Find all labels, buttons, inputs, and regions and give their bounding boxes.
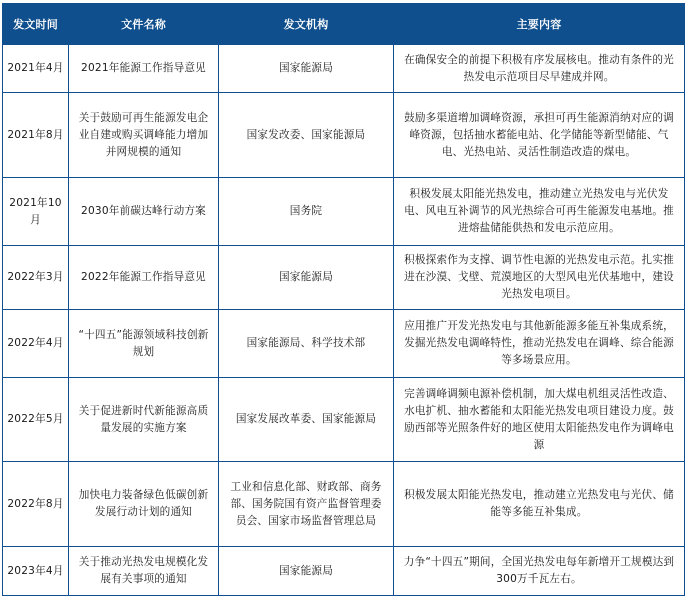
date-cell: 2022年5月 — [3, 378, 69, 462]
header-org: 发文机构 — [219, 4, 394, 45]
content-cell: 积极发展太阳能光热发电，推动建立光热发电与光伏发电、风电互补调节的风光热综合可再生能源发电基地。推进熔盐储能供热和发电示范应用。 — [394, 178, 685, 246]
org-cell: 国家发展改革委、国家能源局 — [219, 378, 394, 462]
header-content: 主要内容 — [394, 4, 685, 45]
table-row — [3, 93, 685, 178]
content-cell: 力争“十四五”期间，全国光热发电每年新增开工规模达到300万千瓦左右。 — [394, 547, 685, 596]
name-cell: 关于鼓励可再生能源发电企业自建或购买调峰能力增加并网规模的通知 — [69, 93, 219, 178]
header-name: 文件名称 — [69, 4, 219, 45]
org-cell: 国家能源局 — [219, 547, 394, 596]
date-cell: 2022年8月 — [3, 462, 69, 547]
name-cell: 关于推动光热发电规模化发展有关事项的通知 — [69, 547, 219, 596]
content-cell: 积极探索作为支撑、调节性电源的光热发电示范。扎实推进在沙漠、戈壁、荒漠地区的大型风电光伏基地中，建设光热发电项目。 — [394, 246, 685, 310]
date-cell: 2021年10月 — [3, 178, 69, 246]
name-cell: 关于促进新时代新能源高质量发展的实施方案 — [69, 378, 219, 462]
table-row — [3, 246, 685, 310]
date-cell: 2021年4月 — [3, 45, 69, 93]
content-cell: 鼓励多渠道增加调峰资源，承担可再生能源消纳对应的调峰资源，包括抽水蓄能电站、化学储能等新型储能、气电、光热电站、灵活性制造改造的煤电。 — [394, 93, 685, 178]
policy-table-container — [2, 3, 685, 596]
table-row — [3, 378, 685, 462]
name-cell: 2030年前碳达峰行动方案 — [69, 178, 219, 246]
org-cell: 国家发改委、国家能源局 — [219, 93, 394, 178]
name-cell: 2021年能源工作指导意见 — [69, 45, 219, 93]
org-cell: 国务院 — [219, 178, 394, 246]
date-cell: 2022年4月 — [3, 310, 69, 378]
table-row — [3, 178, 685, 246]
name-cell: 加快电力装备绿色低碳创新发展行动计划的通知 — [69, 462, 219, 547]
content-cell: 应用推广开发光热发电与其他新能源多能互补集成系统，发掘光热发电调峰特性，推动光热发电在调峰、综合能源等多场景应用。 — [394, 310, 685, 378]
table-row — [3, 310, 685, 378]
name-cell: “十四五”能源领域科技创新规划 — [69, 310, 219, 378]
table-row — [3, 45, 685, 93]
org-cell: 工业和信息化部、财政部、商务部、国务院国有资产监督管理委员会、国家市场监督管理总局 — [219, 462, 394, 547]
header-row — [3, 4, 685, 45]
org-cell: 国家能源局 — [219, 246, 394, 310]
table-row — [3, 462, 685, 547]
name-cell: 2022年能源工作指导意见 — [69, 246, 219, 310]
policy-table — [2, 3, 685, 596]
table-row — [3, 547, 685, 596]
header-date: 发文时间 — [3, 4, 69, 45]
date-cell: 2021年8月 — [3, 93, 69, 178]
content-cell: 积极发展太阳能光热发电，推动建立光热发电与光伏、储能等多能互补集成。 — [394, 462, 685, 547]
date-cell: 2022年3月 — [3, 246, 69, 310]
date-cell: 2023年4月 — [3, 547, 69, 596]
content-cell: 完善调峰调频电源补偿机制，加大煤电机组灵活性改造、水电扩机、抽水蓄能和太阳能光热发电项目建设力度。鼓励西部等光照条件好的地区使用太阳能热发电作为调峰电源 — [394, 378, 685, 462]
org-cell: 国家能源局 — [219, 45, 394, 93]
content-cell: 在确保安全的前提下积极有序发展核电。推动有条件的光热发电示范项目尽早建成并网。 — [394, 45, 685, 93]
org-cell: 国家能源局、科学技术部 — [219, 310, 394, 378]
